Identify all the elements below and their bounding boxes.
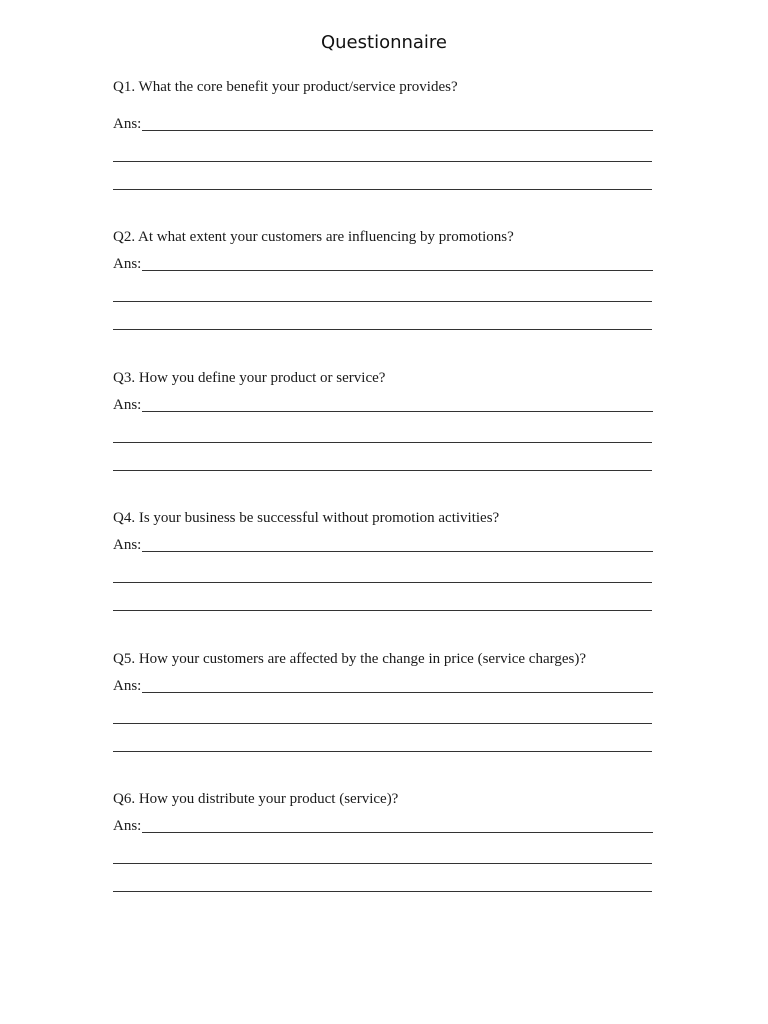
question-text: Q4. Is your business be successful without promotion activities? <box>113 510 500 526</box>
answer-blank-line[interactable] <box>113 470 652 471</box>
answer-row <box>113 395 653 415</box>
answer-row <box>113 535 653 555</box>
answer-blank-line[interactable] <box>113 442 652 443</box>
question-3 <box>113 368 653 471</box>
answer-label: Ans: <box>113 116 142 132</box>
question-text: Q6. How you distribute your product (service)? <box>113 791 399 807</box>
answer-blank-line[interactable] <box>113 301 652 302</box>
question-4 <box>113 508 653 611</box>
answer-line[interactable] <box>142 396 653 412</box>
question-text: Q5. How your customers are affected by the change in price (service charges)? <box>113 651 586 667</box>
answer-label: Ans: <box>113 256 142 272</box>
question-text: Q1. What the core benefit your product/service provides? <box>113 79 458 95</box>
question-1 <box>113 77 653 190</box>
answer-blank-line[interactable] <box>113 582 652 583</box>
answer-label: Ans: <box>113 397 142 413</box>
answer-line[interactable] <box>142 115 653 131</box>
answer-blank-line[interactable] <box>113 891 652 892</box>
answer-blank-line[interactable] <box>113 723 652 724</box>
answer-blank-line[interactable] <box>113 751 652 752</box>
answer-blank-line[interactable] <box>113 610 652 611</box>
answer-row <box>113 254 653 274</box>
answer-blank-line[interactable] <box>113 189 652 190</box>
answer-line[interactable] <box>142 677 653 693</box>
answer-line[interactable] <box>142 536 653 552</box>
answer-label: Ans: <box>113 818 142 834</box>
answer-blank-line[interactable] <box>113 161 652 162</box>
answer-row <box>113 676 653 696</box>
question-6 <box>113 789 653 892</box>
answer-blank-line[interactable] <box>113 329 652 330</box>
answer-line[interactable] <box>142 817 653 833</box>
answer-line[interactable] <box>142 255 653 271</box>
answer-blank-line[interactable] <box>113 863 652 864</box>
question-2 <box>113 227 653 330</box>
answer-row <box>113 114 653 134</box>
answer-row <box>113 816 653 836</box>
question-text: Q3. How you define your product or service? <box>113 370 386 386</box>
question-5 <box>113 649 653 752</box>
answer-label: Ans: <box>113 537 142 553</box>
question-text: Q2. At what extent your customers are influencing by promotions? <box>113 229 514 245</box>
page-title: Questionnaire <box>320 32 448 53</box>
answer-label: Ans: <box>113 678 142 694</box>
